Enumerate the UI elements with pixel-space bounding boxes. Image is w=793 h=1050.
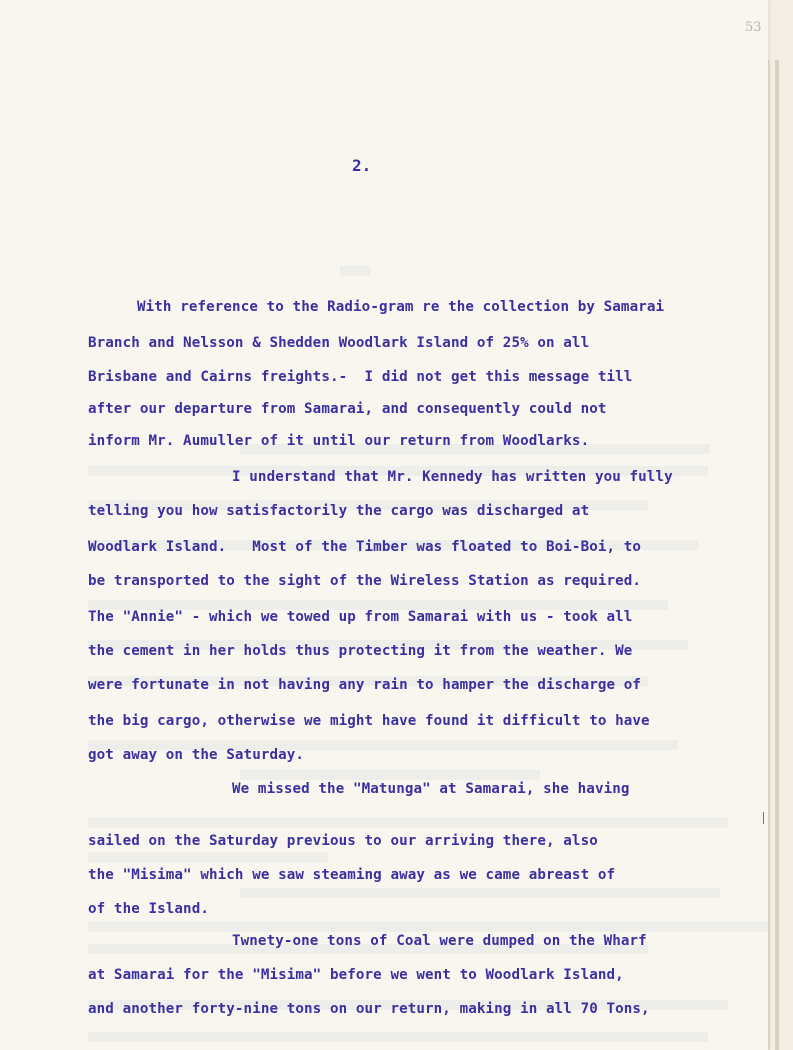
text-line: of the Island. bbox=[88, 901, 209, 917]
margin-mark bbox=[763, 812, 764, 824]
text-line: the cement in her holds thus protecting it from the weather. We bbox=[88, 643, 633, 659]
text-line: Twnety-one tons of Coal were dumped on the Wharf bbox=[232, 933, 647, 949]
text-line: got away on the Saturday. bbox=[88, 747, 305, 763]
text-line: inform Mr. Aumuller of it until our return from Woodlarks. bbox=[88, 433, 590, 449]
folio-number: 53 bbox=[745, 20, 762, 35]
text-line: at Samarai for the "Misima" before we went to Woodlark Island, bbox=[88, 967, 624, 983]
text-line: and another forty-nine tons on our return, making in all 70 Tons, bbox=[88, 1001, 650, 1017]
text-line: telling you how satisfactorily the cargo was discharged at bbox=[88, 503, 590, 519]
text-line: the "Misima" which we saw steaming away as we came abreast of bbox=[88, 867, 616, 883]
text-line: We missed the "Matunga" at Samarai, she having bbox=[232, 781, 630, 797]
text-line: With reference to the Radio-gram re the collection by Samarai bbox=[137, 299, 665, 315]
page-number: 2. bbox=[352, 156, 372, 175]
text-line: were fortunate in not having any rain to hamper the discharge of bbox=[88, 677, 642, 693]
page-edge bbox=[775, 60, 779, 1050]
text-line: I understand that Mr. Kennedy has written you fully bbox=[232, 469, 673, 485]
text-line: be transported to the sight of the Wireless Station as required. bbox=[88, 573, 642, 589]
text-line: sailed on the Saturday previous to our arriving there, also bbox=[88, 833, 598, 849]
text-line: The "Annie" - which we towed up from Samarai with us - took all bbox=[88, 609, 633, 625]
text-line: after our departure from Samarai, and consequently could not bbox=[88, 401, 607, 417]
text-line: Brisbane and Cairns freights.- I did not get this message till bbox=[88, 369, 633, 385]
text-line: Woodlark Island. Most of the Timber was floated to Boi-Boi, to bbox=[88, 539, 642, 555]
text-line: the big cargo, otherwise we might have found it difficult to have bbox=[88, 713, 650, 729]
text-line: Branch and Nelsson & Shedden Woodlark Island of 25% on all bbox=[88, 335, 590, 351]
